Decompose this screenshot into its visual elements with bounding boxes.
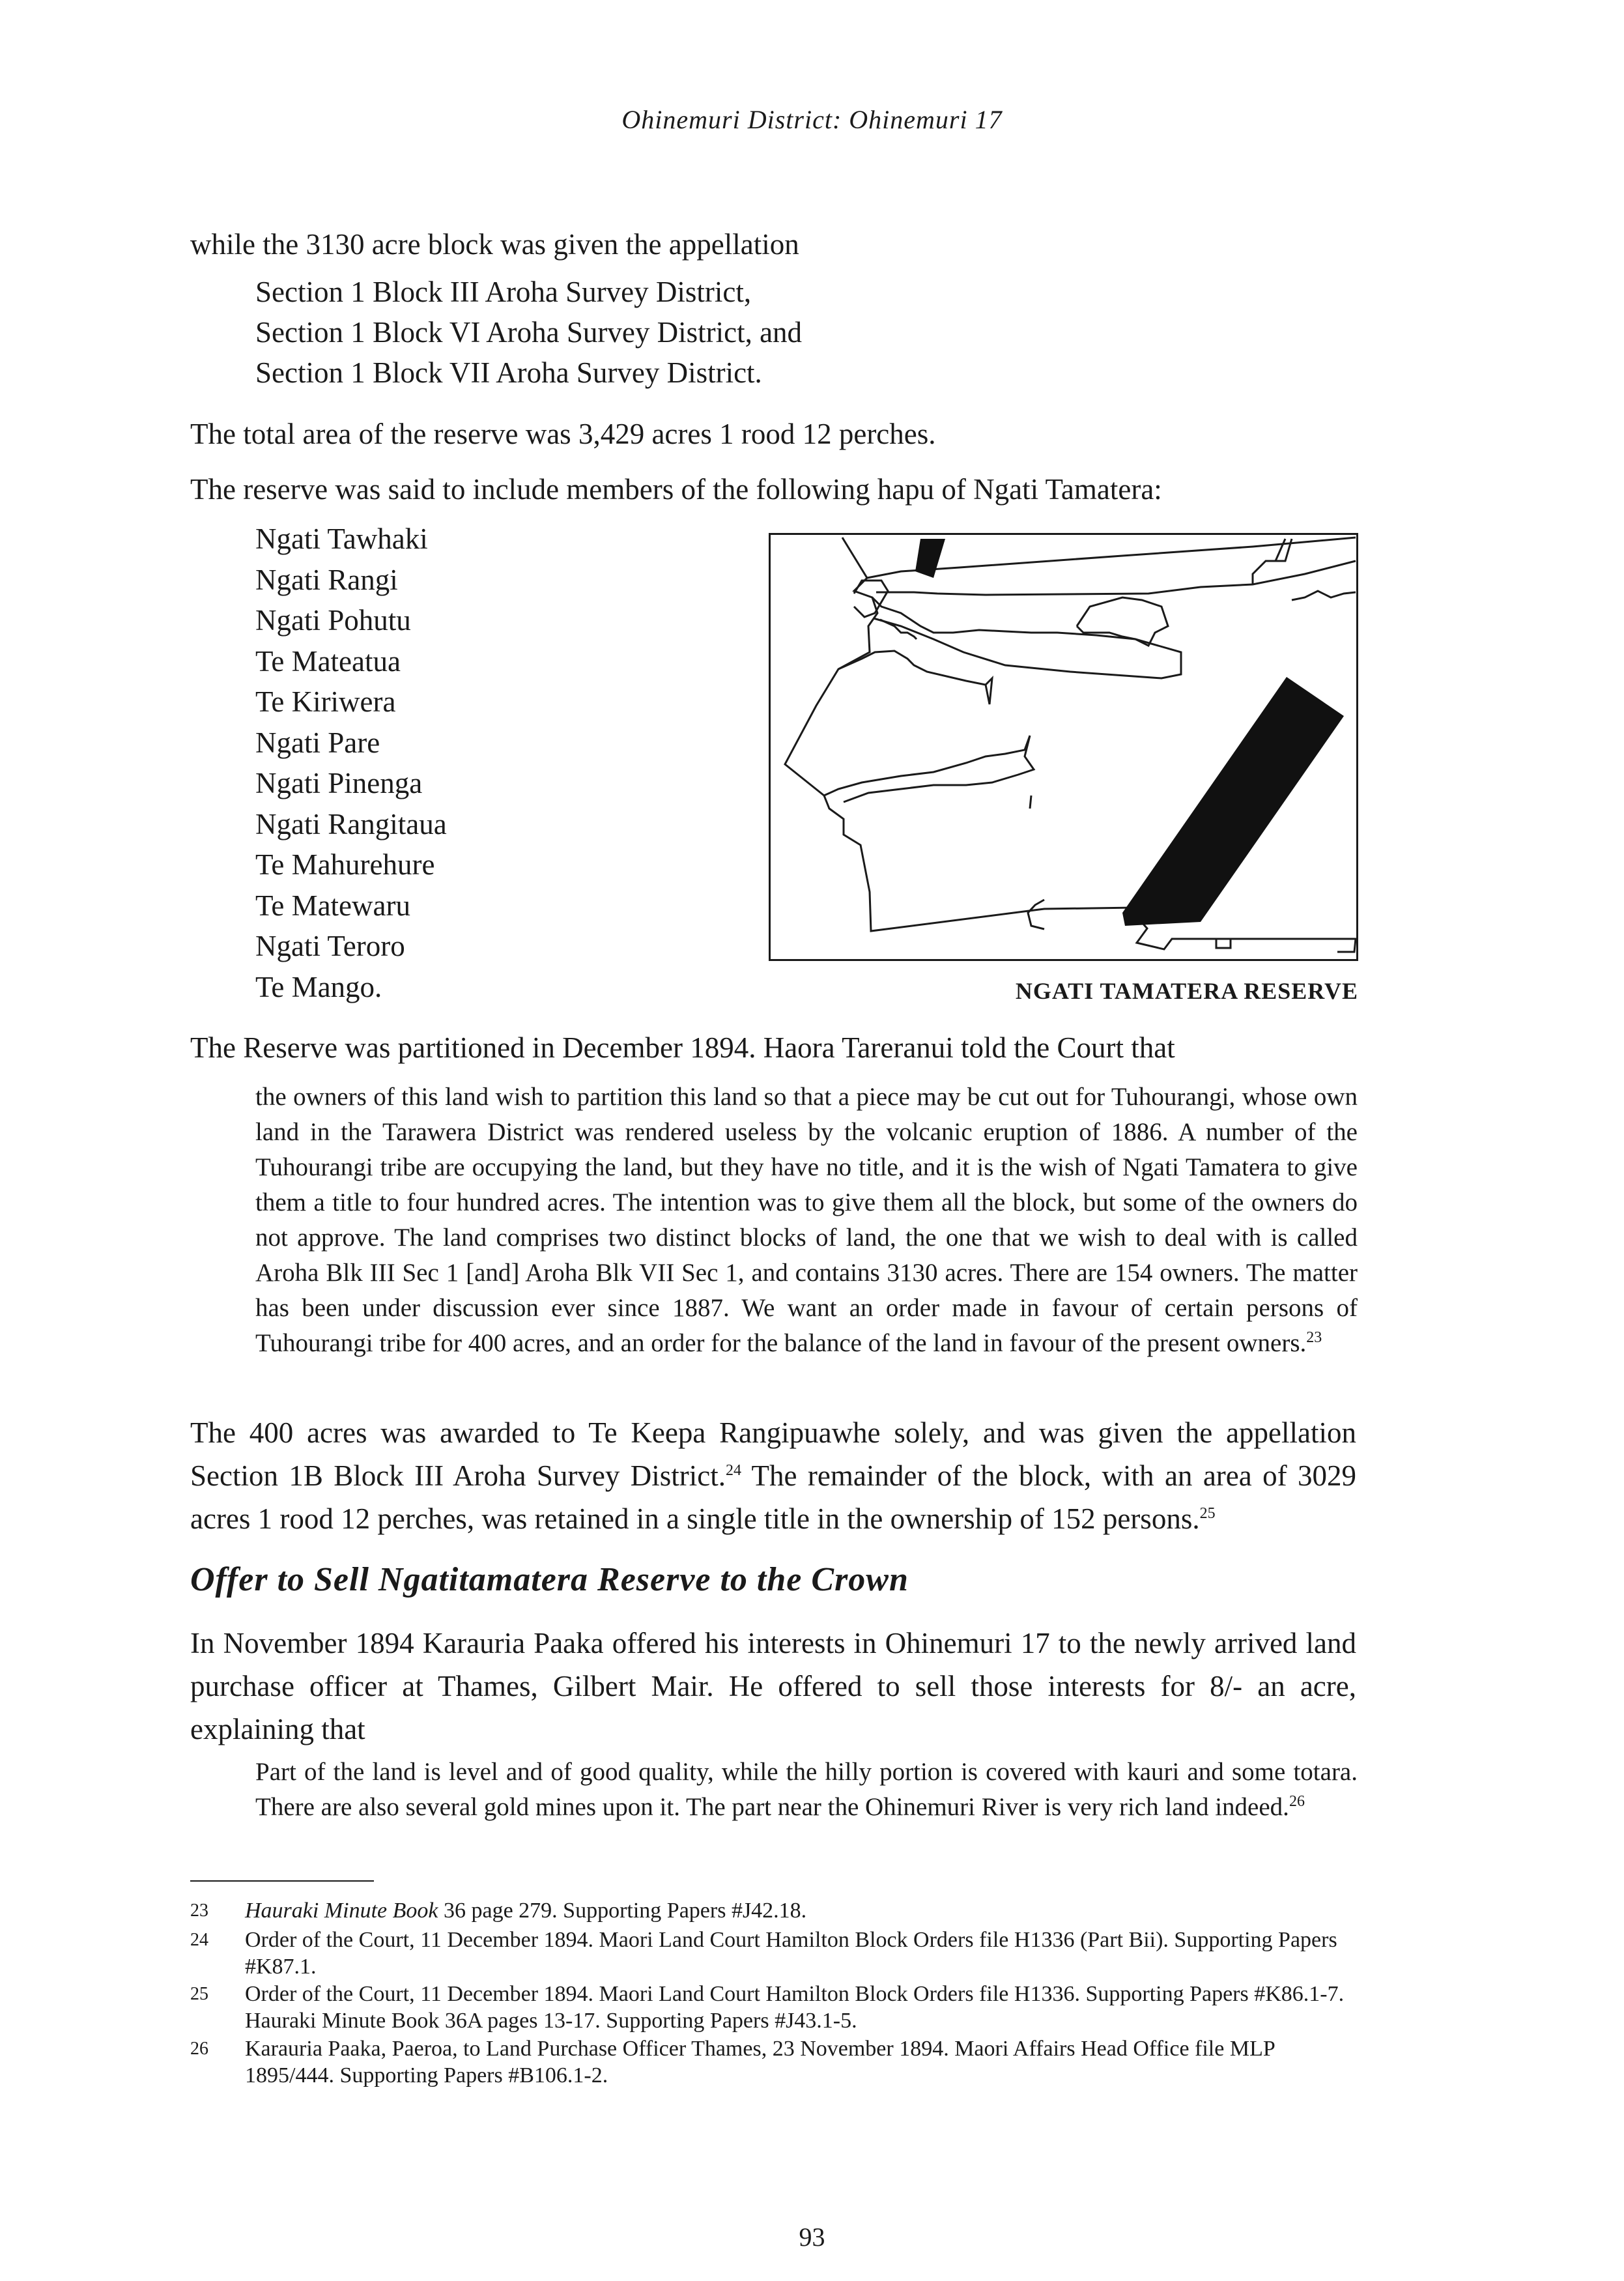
page-number: 93 <box>799 2222 825 2252</box>
footnote-italic: Hauraki Minute Book <box>245 1899 438 1923</box>
footnote-ref: 25 <box>1199 1505 1216 1522</box>
offer-paragraph: In November 1894 Karauria Paaka offered his interests in Ohinemuri 17 to the newly arrived land purchase officer at Thames, Gilbert Mair. He offered to sell those interests for 8/- an acre, explaining that <box>190 1627 1356 1745</box>
hapu-item: Te Mateatua <box>255 644 401 678</box>
tuhourangi-block-north <box>915 539 945 578</box>
footnote-text: Karauria Paaka, Paeroa, to Land Purchase Officer Thames, 23 November 1894. Maori Affairs Head Office file MLP 1895/444. Supporting Papers #B106.1-2. <box>245 2037 1275 2087</box>
footnote-number: 24 <box>190 1930 208 1950</box>
footnote-ref: 23 <box>1306 1329 1322 1346</box>
footnote-24 <box>190 1927 1363 1980</box>
footnote-number: 25 <box>190 1984 208 2004</box>
footnote-text: 36 page 279. Supporting Papers #J42.18. <box>438 1899 807 1923</box>
map-caption: NGATI TAMATERA RESERVE <box>1015 978 1358 1004</box>
reserve-map <box>769 533 1358 961</box>
hapu-list <box>255 519 447 1007</box>
award-text-b: The remainder of the block, with an area of 3029 acres 1 rood 12 perches, was retained in a single title in the ownership of 152 persons. <box>190 1459 1356 1535</box>
footnote-25 <box>190 1981 1363 2034</box>
footnote-number: 26 <box>190 2039 208 2059</box>
footnote-number: 23 <box>190 1901 208 1921</box>
footnote-23 <box>190 1897 1363 1924</box>
total-area-paragraph: The total area of the reserve was 3,429 acres 1 rood 12 perches. <box>190 418 936 450</box>
tuhourangi-block-south <box>1122 677 1344 926</box>
hapu-item: Te Matewaru <box>255 889 410 922</box>
hapu-item: Ngati Tawhaki <box>255 523 428 555</box>
block-quote-2 <box>255 1755 1358 1825</box>
footnote-text: Order of the Court, 11 December 1894. Maori Land Court Hamilton Block Orders file H1336. Supporting Papers #K86.1-7. Hauraki Minute Book 36A pages 13-17. Supporting Papers #J43.1-5. <box>245 1982 1345 2033</box>
hapu-item: Ngati Rangi <box>255 563 398 596</box>
award-paragraph <box>190 1411 1356 1540</box>
partition-paragraph: The Reserve was partitioned in December 1894. Haora Tareranui told the Court that <box>190 1031 1175 1064</box>
hapu-item: Te Mango. <box>255 970 382 1003</box>
footnote-ref: 24 <box>725 1462 741 1479</box>
section-line-3: Section 1 Block VII Aroha Survey District. <box>255 356 762 389</box>
hapu-item: Ngati Pare <box>255 726 380 759</box>
footnote-ref: 26 <box>1289 1793 1305 1810</box>
award-text-a: The 400 acres was awarded to Te Keepa Rangipuawhe solely, and was given the appellation Section 1B Block III Aroha Survey District. <box>190 1416 1356 1492</box>
hapu-item: Ngati Teroro <box>255 930 405 962</box>
running-header: Ohinemuri District: Ohinemuri 17 <box>621 105 1003 134</box>
reserve-map-drawing <box>771 535 1356 959</box>
block-quote-1 <box>255 1080 1358 1361</box>
hapu-intro-paragraph: The reserve was said to include members of the following hapu of Ngati Tamatera: <box>190 473 1162 506</box>
footnote-text: Order of the Court, 11 December 1894. Maori Land Court Hamilton Block Orders file H1336 (Part Bii). Supporting Papers #K87.1. <box>245 1928 1337 1979</box>
hapu-item: Ngati Rangitaua <box>255 807 447 840</box>
hapu-item: Ngati Pohutu <box>255 604 411 637</box>
intro-line: while the 3130 acre block was given the appellation <box>190 228 799 261</box>
hapu-item: Ngati Pinenga <box>255 767 423 799</box>
hapu-item: Te Mahurehure <box>255 848 435 881</box>
section-line-1: Section 1 Block III Aroha Survey District, <box>255 276 752 308</box>
hapu-item: Te Kiriwera <box>255 685 396 718</box>
block-quote-2-text: Part of the land is level and of good quality, while the hilly portion is covered with kauri and some totara. There are also several gold mines upon it. The part near the Ohinemuri River is very rich land indeed. <box>255 1758 1358 1821</box>
section-heading: Offer to Sell Ngatitamatera Reserve to the Crown <box>190 1561 909 1598</box>
footnote-26 <box>190 2035 1363 2089</box>
section-line-2: Section 1 Block VI Aroha Survey District, and <box>255 316 803 349</box>
footnote-rule <box>190 1880 374 1882</box>
block-quote-1-text: the owners of this land wish to partition this land so that a piece may be cut out for Tuhourangi, whose own land in the Tarawera District was rendered useless by the volcanic eruption of 1886. A number of the Tuhourangi tribe are occupying the land, but they have no title, and it is the wish of Ngati Tamatera to give them a title to four hundred acres. The intention was to give them all the block, but some of the owners do not approve. The land comprises two distinct blocks of land, the one that we wish to deal with is called Aroha Blk III Sec 1 [and] Aroha Blk VII Sec 1, and contains 3130 acres. There are 154 owners. The matter has been under discussion ever since 1887. We want an order made in favour of certain persons of Tuhourangi tribe for 400 acres, and an order for the balance of the land in favour of the present owners. <box>255 1083 1358 1357</box>
